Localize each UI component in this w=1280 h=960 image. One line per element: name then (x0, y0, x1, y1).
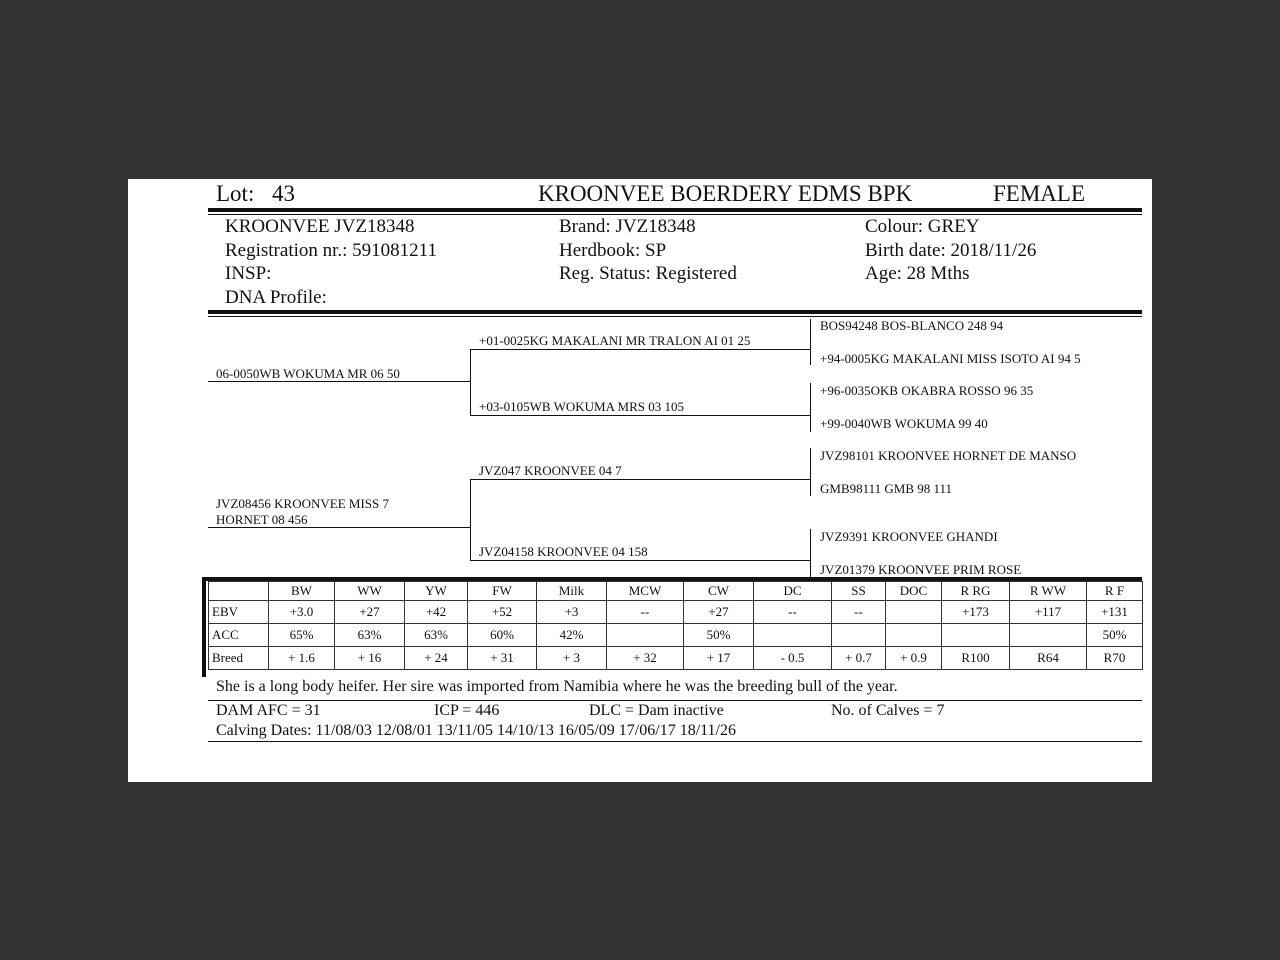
breed-cell: + 16 (335, 647, 405, 670)
catalogue-sheet (128, 179, 1152, 782)
ebv-row (209, 601, 1143, 624)
comment-text: She is a long body heifer. Her sire was imported from Namibia where he was the breeding bull of the year. (216, 678, 898, 695)
acc-cell: 50% (1087, 624, 1143, 647)
acc-row (209, 624, 1143, 647)
ebv-header-cell: DC (754, 582, 832, 601)
ebv-header-row (209, 582, 1143, 601)
acc-cell: 60% (468, 624, 537, 647)
comment-rule (208, 700, 1142, 701)
breed-cell: + 1.6 (269, 647, 335, 670)
acc-cell: 65% (269, 624, 335, 647)
sd-bracket (810, 383, 811, 432)
breed-cell: + 31 (468, 647, 537, 670)
pedigree-sire-sire: +01-0025KG MAKALANI MR TRALON AI 01 25 (479, 333, 751, 348)
pedigree-sss: BOS94248 BOS-BLANCO 248 94 (820, 318, 1004, 333)
acc-cell: 50% (684, 624, 754, 647)
ebv-cell: +42 (405, 601, 468, 624)
calving-dates: Calving Dates: 11/08/03 12/08/01 13/11/05 14/10/13 16/05/09 17/06/17 18/11/26 (216, 722, 736, 739)
info-rule (208, 310, 1142, 314)
registration-number: Registration nr.: 591081211 (225, 240, 437, 261)
breed-cell: + 3 (537, 647, 607, 670)
brand-value: Brand: JVZ18348 (559, 216, 696, 237)
dam-afc: DAM AFC = 31 (216, 702, 321, 719)
pedigree-dam-line2: HORNET 08 456 (216, 512, 308, 527)
breeder-name: KROONVEE BOERDERY EDMS BPK (538, 181, 913, 206)
pedigree-sire-dam: +03-0105WB WOKUMA MRS 03 105 (479, 399, 684, 414)
pedigree-sdd: +99-0040WB WOKUMA 99 40 (820, 416, 988, 431)
ebv-table (208, 581, 1143, 670)
ebv-cell: +3.0 (269, 601, 335, 624)
sd-line (470, 415, 810, 416)
ebv-cell: +27 (335, 601, 405, 624)
ebv-cell: +27 (684, 601, 754, 624)
breed-cell: + 24 (405, 647, 468, 670)
dam-calves: No. of Calves = 7 (831, 702, 945, 719)
pedigree-dsd: GMB98111 GMB 98 111 (820, 481, 953, 496)
ebv-header-cell: FW (468, 582, 537, 601)
acc-cell (1010, 624, 1087, 647)
herdbook-value: Herdbook: SP (559, 240, 667, 261)
dam-icp: ICP = 446 (434, 702, 500, 719)
ebv-left-rule (202, 577, 206, 677)
ebv-header-cell: CW (684, 582, 754, 601)
acc-cell (832, 624, 886, 647)
dam-line (208, 527, 470, 528)
breed-row-label: Breed (209, 647, 269, 670)
age-value: Age: 28 Mths (865, 263, 970, 284)
ebv-cell: +52 (468, 601, 537, 624)
ds-bracket (810, 448, 811, 496)
ebv-header-cell: Milk (537, 582, 607, 601)
ds-line (470, 479, 810, 480)
pedigree-sire: 06-0050WB WOKUMA MR 06 50 (216, 366, 400, 381)
ebv-cell: +173 (942, 601, 1010, 624)
pedigree-ddd: JVZ01379 KROONVEE PRIM ROSE (820, 562, 1022, 577)
ebv-header-cell: BW (269, 582, 335, 601)
ebv-row-label: EBV (209, 601, 269, 624)
lot-number: 43 (272, 181, 295, 206)
breed-cell: R70 (1087, 647, 1143, 670)
breed-cell: + 17 (684, 647, 754, 670)
pedigree-sds: +96-0035OKB OKABRA ROSSO 96 35 (820, 383, 1034, 398)
breed-cell: R64 (1010, 647, 1087, 670)
breed-cell: R100 (942, 647, 1010, 670)
acc-cell: 42% (537, 624, 607, 647)
ebv-header-cell: R RG (942, 582, 1010, 601)
acc-cell (886, 624, 942, 647)
acc-cell (607, 624, 684, 647)
pedigree-dam-sire: JVZ047 KROONVEE 04 7 (479, 463, 622, 478)
dam-bracket (470, 479, 471, 561)
ebv-header-cell: YW (405, 582, 468, 601)
dd-line (470, 560, 810, 561)
ebv-header-cell: DOC (886, 582, 942, 601)
sire-bracket (470, 349, 471, 415)
dna-profile-label: DNA Profile: (225, 287, 327, 308)
lot-label: Lot: (216, 181, 255, 206)
sire-line (208, 381, 470, 382)
header-rule (208, 208, 1142, 212)
pedigree-dss: JVZ98101 KROONVEE HORNET DE MANSO (820, 448, 1077, 463)
ebv-header-cell: WW (335, 582, 405, 601)
acc-cell (942, 624, 1010, 647)
acc-cell (754, 624, 832, 647)
colour-value: Colour: GREY (865, 216, 980, 237)
dd-bracket (810, 529, 811, 577)
ebv-header-cell (209, 582, 269, 601)
bottom-rule (208, 741, 1142, 742)
reg-status-value: Reg. Status: Registered (559, 263, 737, 284)
ebv-header-cell: SS (832, 582, 886, 601)
breed-row (209, 647, 1143, 670)
ebv-header-cell: R WW (1010, 582, 1087, 601)
ebv-cell (886, 601, 942, 624)
insp-label: INSP: (225, 263, 272, 284)
ebv-cell: +117 (1010, 601, 1087, 624)
ebv-header-cell: MCW (607, 582, 684, 601)
ss-bracket (810, 319, 811, 365)
sex-label: FEMALE (993, 181, 1085, 206)
breed-cell: + 32 (607, 647, 684, 670)
dam-dlc: DLC = Dam inactive (589, 702, 724, 719)
ebv-cell: -- (754, 601, 832, 624)
pedigree-dam-dam: JVZ04158 KROONVEE 04 158 (479, 544, 648, 559)
acc-row-label: ACC (209, 624, 269, 647)
ebv-cell: -- (832, 601, 886, 624)
pedigree-ssd: +94-0005KG MAKALANI MISS ISOTO AI 94 5 (820, 351, 1081, 366)
ebv-cell: +131 (1087, 601, 1143, 624)
ebv-cell: +3 (537, 601, 607, 624)
ss-line (470, 349, 810, 350)
pedigree-dam-line1: JVZ08456 KROONVEE MISS 7 (216, 496, 389, 511)
breed-cell: + 0.7 (832, 647, 886, 670)
birth-date-value: Birth date: 2018/11/26 (865, 240, 1037, 261)
breed-cell: + 0.9 (886, 647, 942, 670)
header-rule-thin (208, 214, 1142, 215)
info-rule-thin (208, 316, 1142, 317)
pedigree-dds: JVZ9391 KROONVEE GHANDI (820, 529, 998, 544)
acc-cell: 63% (405, 624, 468, 647)
breed-cell: - 0.5 (754, 647, 832, 670)
acc-cell: 63% (335, 624, 405, 647)
ebv-header-cell: R F (1087, 582, 1143, 601)
animal-name: KROONVEE JVZ18348 (225, 216, 415, 237)
ebv-cell: -- (607, 601, 684, 624)
